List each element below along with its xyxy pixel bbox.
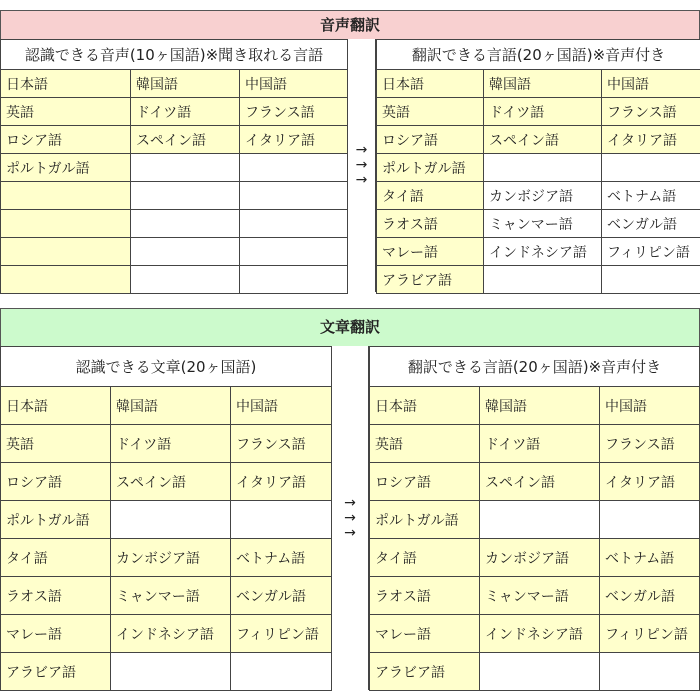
language-table	[369, 346, 700, 691]
language-cell: スペイン語	[111, 463, 231, 501]
table-row	[370, 501, 700, 539]
language-cell: ラオス語	[370, 577, 480, 615]
right-arrow-icon: →	[344, 494, 356, 511]
language-cell: 日本語	[370, 387, 480, 425]
table-row	[1, 98, 348, 126]
language-cell: タイ語	[1, 539, 111, 577]
table-row	[1, 539, 332, 577]
language-cell: 韓国語	[131, 70, 240, 98]
table-row	[1, 501, 332, 539]
table-row	[370, 539, 700, 577]
language-cell: マレー語	[377, 238, 484, 266]
table-row	[377, 266, 700, 294]
table-row	[377, 126, 700, 154]
language-cell: ポルトガル語	[370, 501, 480, 539]
voice-translation-title: 音声翻訳	[1, 11, 699, 40]
language-cell: フィリピン語	[231, 615, 332, 653]
language-cell: ベンガル語	[231, 577, 332, 615]
right-arrow-icon: →	[355, 142, 368, 158]
right-arrow-icon: →	[344, 524, 356, 541]
language-cell: ドイツ語	[480, 425, 600, 463]
language-cell: ミャンマー語	[480, 577, 600, 615]
language-cell: インドネシア語	[480, 615, 600, 653]
language-cell: ベンガル語	[602, 210, 700, 238]
table-row	[1, 126, 348, 154]
language-cell: 中国語	[600, 387, 700, 425]
language-cell: ベンガル語	[600, 577, 700, 615]
table-row	[377, 182, 700, 210]
language-cell: ポルトガル語	[1, 501, 111, 539]
text-arrow-column	[331, 346, 369, 690]
language-cell: ベトナム語	[231, 539, 332, 577]
language-cell: ロシア語	[377, 126, 484, 154]
table-row	[1, 266, 348, 294]
language-cell: イタリア語	[240, 126, 348, 154]
empty-cell	[1, 238, 131, 266]
language-cell: スペイン語	[480, 463, 600, 501]
empty-cell	[240, 266, 348, 294]
right-arrow-icon: →	[344, 509, 356, 526]
empty-cell	[600, 653, 700, 691]
language-cell: 英語	[370, 425, 480, 463]
language-cell: スペイン語	[484, 126, 602, 154]
language-cell: イタリア語	[231, 463, 332, 501]
text-translation-title: 文章翻訳	[1, 309, 699, 347]
language-cell: マレー語	[1, 615, 111, 653]
empty-cell	[231, 501, 332, 539]
language-cell: ポルトガル語	[1, 154, 131, 182]
language-cell: フランス語	[602, 98, 700, 126]
empty-cell	[1, 182, 131, 210]
table-row	[377, 98, 700, 126]
empty-cell	[111, 501, 231, 539]
table-row	[370, 387, 700, 425]
language-cell: ロシア語	[370, 463, 480, 501]
language-cell: 韓国語	[484, 70, 602, 98]
language-cell: インドネシア語	[111, 615, 231, 653]
language-cell: ドイツ語	[131, 98, 240, 126]
language-cell: ベトナム語	[602, 182, 700, 210]
table-row	[370, 425, 700, 463]
table-row	[377, 154, 700, 182]
language-cell: カンボジア語	[111, 539, 231, 577]
language-cell: 英語	[377, 98, 484, 126]
table-row	[370, 463, 700, 501]
language-table	[0, 39, 348, 294]
empty-cell	[600, 501, 700, 539]
empty-cell	[602, 266, 700, 294]
table-row	[1, 70, 348, 98]
table-row	[1, 425, 332, 463]
language-cell: ロシア語	[1, 126, 131, 154]
empty-cell	[131, 238, 240, 266]
language-cell: 日本語	[1, 387, 111, 425]
language-cell: ドイツ語	[484, 98, 602, 126]
language-cell: フランス語	[240, 98, 348, 126]
table-header: 翻訳できる言語(20ヶ国語)※音声付き	[370, 347, 700, 387]
language-cell: インドネシア語	[484, 238, 602, 266]
language-cell: タイ語	[377, 182, 484, 210]
language-cell: ドイツ語	[111, 425, 231, 463]
language-cell: ロシア語	[1, 463, 111, 501]
voice-arrow-column	[347, 39, 376, 292]
text-recognized-table	[0, 346, 332, 691]
empty-cell	[131, 210, 240, 238]
empty-cell	[240, 238, 348, 266]
table-header: 認識できる文章(20ヶ国語)	[1, 347, 332, 387]
empty-cell	[480, 501, 600, 539]
language-cell: 韓国語	[111, 387, 231, 425]
language-cell: ミャンマー語	[111, 577, 231, 615]
table-row	[1, 182, 348, 210]
empty-cell	[240, 210, 348, 238]
table-header: 翻訳できる言語(20ヶ国語)※音声付き	[377, 40, 700, 70]
language-cell: アラビア語	[1, 653, 111, 691]
empty-cell	[484, 266, 602, 294]
empty-cell	[240, 182, 348, 210]
table-row	[1, 653, 332, 691]
language-cell: スペイン語	[131, 126, 240, 154]
language-cell: 日本語	[377, 70, 484, 98]
language-cell: ラオス語	[1, 577, 111, 615]
empty-cell	[111, 653, 231, 691]
language-cell: 中国語	[231, 387, 332, 425]
language-cell: イタリア語	[600, 463, 700, 501]
right-arrow-icon: →	[355, 172, 368, 188]
language-cell: フィリピン語	[602, 238, 700, 266]
language-cell: イタリア語	[602, 126, 700, 154]
table-row	[1, 387, 332, 425]
language-table	[0, 346, 332, 691]
text-translatable-table	[369, 346, 700, 691]
empty-cell	[240, 154, 348, 182]
table-row	[1, 238, 348, 266]
table-row	[1, 210, 348, 238]
empty-cell	[602, 154, 700, 182]
language-cell: フィリピン語	[600, 615, 700, 653]
table-header: 認識できる音声(10ヶ国語)※聞き取れる言語	[1, 40, 348, 70]
table-row	[1, 463, 332, 501]
empty-cell	[131, 154, 240, 182]
empty-cell	[131, 182, 240, 210]
voice-translatable-table	[376, 39, 700, 294]
language-cell: アラビア語	[377, 266, 484, 294]
language-cell: ベトナム語	[600, 539, 700, 577]
table-row	[1, 615, 332, 653]
empty-cell	[484, 154, 602, 182]
table-row	[370, 653, 700, 691]
empty-cell	[1, 210, 131, 238]
language-cell: 中国語	[240, 70, 348, 98]
language-cell: 中国語	[602, 70, 700, 98]
language-cell: フランス語	[600, 425, 700, 463]
table-row	[377, 210, 700, 238]
language-cell: 日本語	[1, 70, 131, 98]
empty-cell	[1, 266, 131, 294]
language-cell: 英語	[1, 425, 111, 463]
language-cell: カンボジア語	[480, 539, 600, 577]
table-row	[370, 615, 700, 653]
language-cell: フランス語	[231, 425, 332, 463]
language-cell: アラビア語	[370, 653, 480, 691]
language-table	[376, 39, 700, 294]
table-row	[1, 154, 348, 182]
table-row	[377, 70, 700, 98]
language-cell: 英語	[1, 98, 131, 126]
voice-recognized-table	[0, 39, 348, 294]
language-cell: タイ語	[370, 539, 480, 577]
empty-cell	[231, 653, 332, 691]
right-arrow-icon: →	[355, 157, 368, 173]
language-cell: カンボジア語	[484, 182, 602, 210]
table-row	[370, 577, 700, 615]
table-row	[377, 238, 700, 266]
language-cell: ラオス語	[377, 210, 484, 238]
empty-cell	[131, 266, 240, 294]
table-row	[1, 577, 332, 615]
language-cell: ミャンマー語	[484, 210, 602, 238]
empty-cell	[480, 653, 600, 691]
language-cell: マレー語	[370, 615, 480, 653]
language-cell: 韓国語	[480, 387, 600, 425]
language-cell: ポルトガル語	[377, 154, 484, 182]
